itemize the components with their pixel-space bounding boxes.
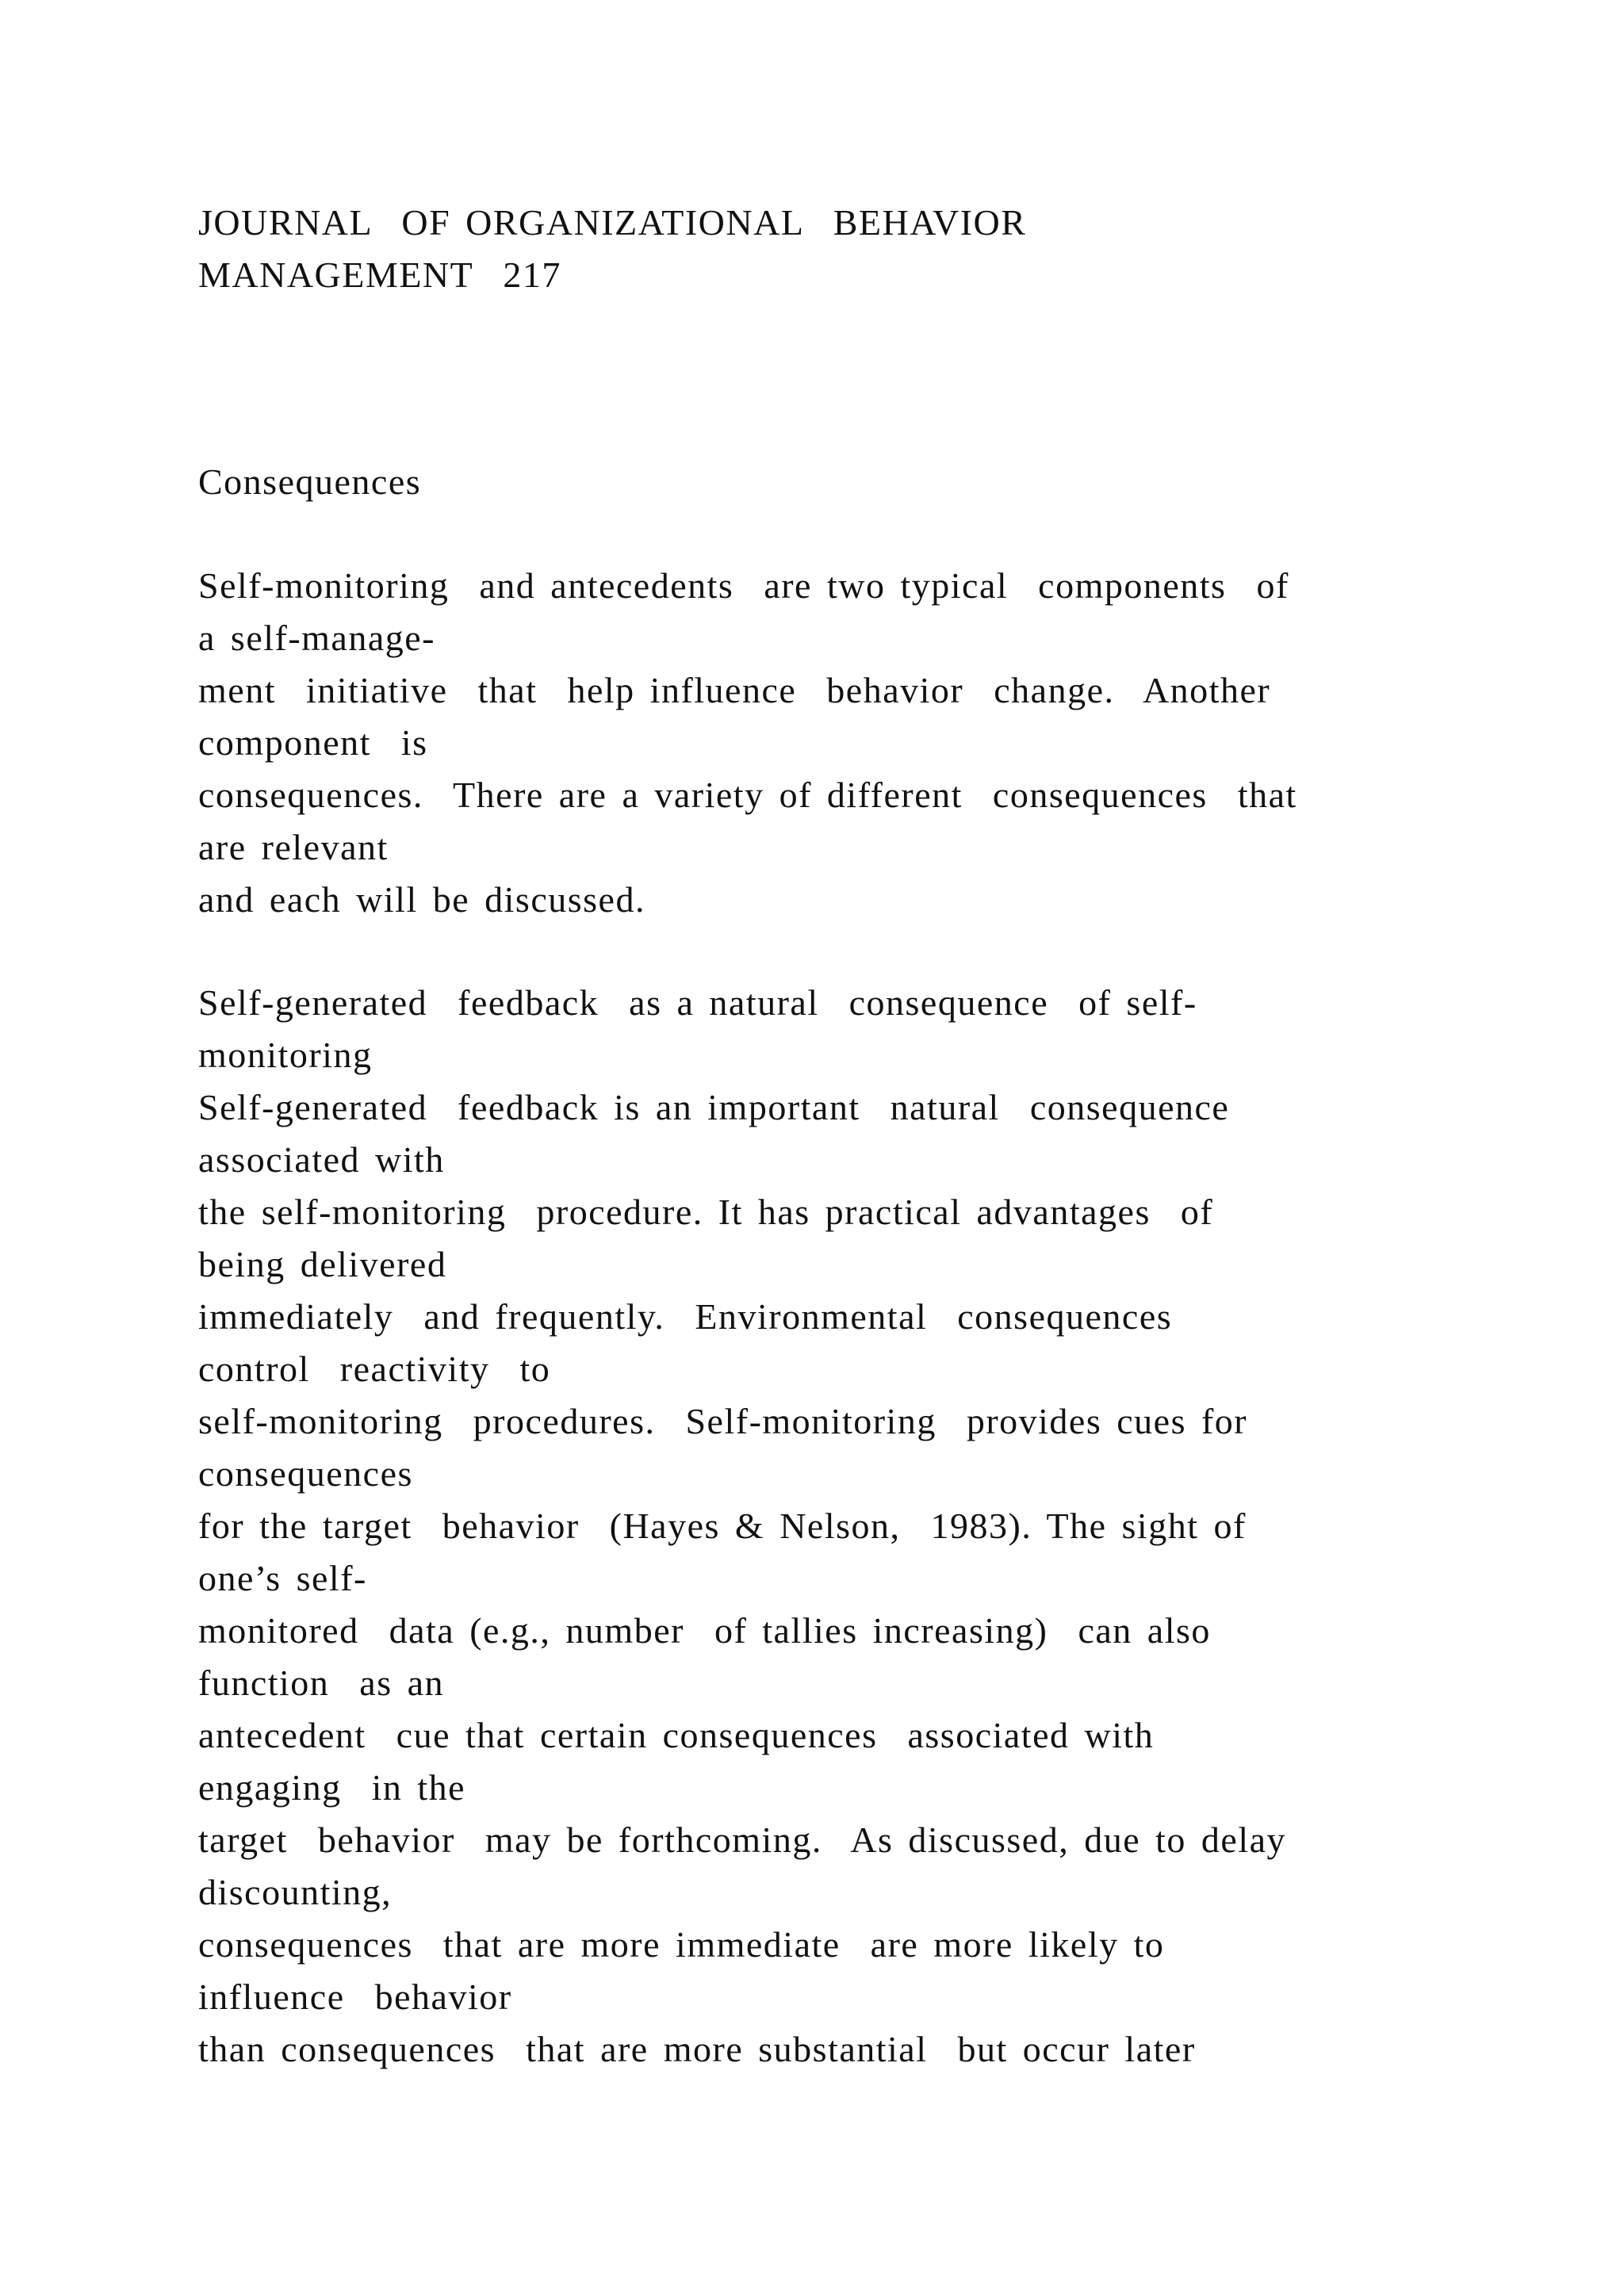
text-line: target behavior may be forthcoming. As discussed, due to delay [198,1820,1287,1860]
header-line: JOURNAL OF ORGANIZATIONAL BEHAVIOR [198,202,1027,243]
text-line: consequences that are more immediate are more likely to [198,1924,1165,1965]
text-line: than consequences that are more substantial but occur later [198,2029,1196,2069]
text-line: component is [198,722,428,763]
text-line: for the target behavior (Hayes & Nelson, 1983). The sight of [198,1506,1247,1546]
text-line: influence behavior [198,1976,512,2017]
text-line: are relevant [198,827,389,867]
text-line: control reactivity to [198,1349,551,1389]
journal-header [198,197,1546,301]
text-line: function as an [198,1663,445,1703]
text-line: consequences [198,1453,413,1494]
text-line: antecedent cue that certain consequences associated with [198,1715,1155,1755]
header-line: MANAGEMENT 217 [198,254,561,295]
section-heading-text: Consequences [198,461,422,502]
paragraph-self-generated-feedback [198,977,1546,2076]
text-line: Self-generated feedback as a natural consequence of self- [198,982,1197,1023]
text-line: consequences. There are a variety of different consequences that [198,775,1297,815]
text-line: discounting, [198,1872,393,1912]
section-heading [198,456,1546,508]
text-line: the self-monitoring procedure. It has practical advantages of [198,1192,1214,1232]
text-line: monitoring [198,1035,373,1075]
text-line: and each will be discussed. [198,879,645,920]
text-line: one’s self- [198,1558,367,1598]
text-line: Self-monitoring and antecedents are two typical components of [198,565,1289,606]
text-line: immediately and frequently. Environmental consequences [198,1296,1173,1337]
text-line: Self-generated feedback is an important natural consequence [198,1087,1230,1127]
text-line: engaging in the [198,1767,466,1808]
text-line: monitored data (e.g., number of tallies increasing) can also [198,1610,1211,1651]
text-line: self-monitoring procedures. Self-monitoring provides cues for [198,1401,1248,1441]
text-line: a self-manage- [198,618,436,658]
text-line: ment initiative that help influence behavior change. Another [198,670,1271,710]
text-line: being delivered [198,1244,447,1284]
paragraph-intro [198,560,1546,926]
text-line: associated with [198,1139,445,1180]
